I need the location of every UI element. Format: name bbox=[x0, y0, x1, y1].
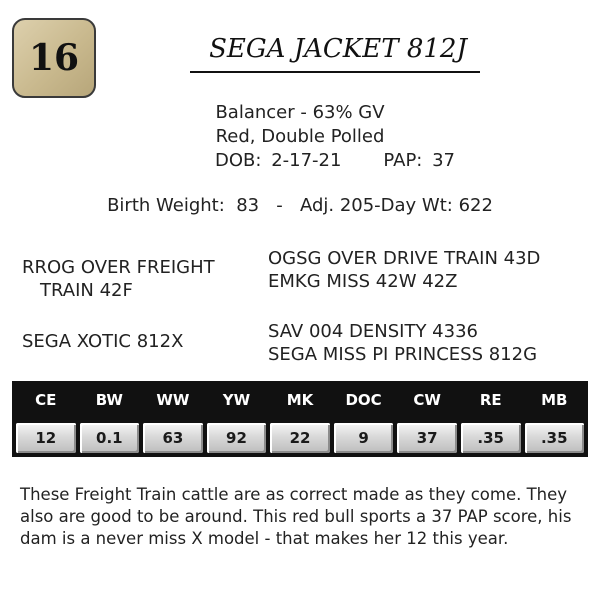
pap-value: 37 bbox=[432, 150, 455, 171]
dam-dam-name: SEGA MISS PI PRINCESS 812G bbox=[268, 344, 538, 365]
epd-header-re: RE bbox=[479, 391, 502, 409]
epd-value-doc: 9 bbox=[334, 423, 394, 453]
epd-value-mb: .35 bbox=[525, 423, 585, 453]
epd-value-mk: 22 bbox=[270, 423, 330, 453]
pap-group bbox=[383, 150, 455, 172]
epd-header-cw: CW bbox=[413, 391, 441, 409]
epd-value-ce: 12 bbox=[16, 423, 76, 453]
epd-value-cw: 37 bbox=[397, 423, 457, 453]
epd-header-mk: MK bbox=[286, 391, 314, 409]
sire-dam-name: EMKG MISS 42W 42Z bbox=[268, 271, 458, 292]
epd-header-bw: BW bbox=[95, 391, 123, 409]
dob-pap-line bbox=[215, 150, 455, 172]
weights-line: Birth Weight: 83 - Adj. 205-Day Wt: 622 bbox=[107, 195, 493, 216]
dob-value: 2-17-21 bbox=[271, 150, 342, 171]
breed-line: Balancer - 63% GV bbox=[215, 102, 385, 123]
title-underline bbox=[190, 71, 480, 73]
epd-header-mb: MB bbox=[541, 391, 568, 409]
description-paragraph: These Freight Train cattle are as correct made as they come. They also are good to be around. This red bull sports a 37 PAP score, his dam is a never miss X model - that makes her 12 this year. bbox=[20, 485, 572, 548]
epd-value-ww: 63 bbox=[143, 423, 203, 453]
sire-sire-name: OGSG OVER DRIVE TRAIN 43D bbox=[268, 248, 541, 269]
epd-header-yw: YW bbox=[222, 391, 251, 409]
epd-value-yw: 92 bbox=[207, 423, 267, 453]
color-line: Red, Double Polled bbox=[215, 126, 385, 147]
epd-header-ww: WW bbox=[156, 391, 190, 409]
sire-name-line1: RROG OVER FREIGHT bbox=[22, 257, 215, 278]
epd-table bbox=[12, 381, 588, 457]
dob-label: DOB: bbox=[215, 150, 262, 171]
epd-value-bw: 0.1 bbox=[80, 423, 140, 453]
dam-sire-name: SAV 004 DENSITY 4336 bbox=[268, 321, 478, 342]
sire-name-line2: TRAIN 42F bbox=[40, 280, 133, 301]
epd-header-row bbox=[14, 385, 586, 415]
epd-header-doc: DOC bbox=[345, 391, 382, 409]
page-title: SEGA JACKET 812J bbox=[209, 34, 467, 64]
pap-label: PAP: bbox=[383, 150, 423, 171]
lot-number-badge: 16 bbox=[12, 18, 96, 98]
dob-group bbox=[215, 150, 341, 172]
epd-header-ce: CE bbox=[35, 391, 57, 409]
epd-value-re: .35 bbox=[461, 423, 521, 453]
dam-name: SEGA XOTIC 812X bbox=[22, 331, 184, 352]
epd-value-row bbox=[14, 423, 586, 453]
